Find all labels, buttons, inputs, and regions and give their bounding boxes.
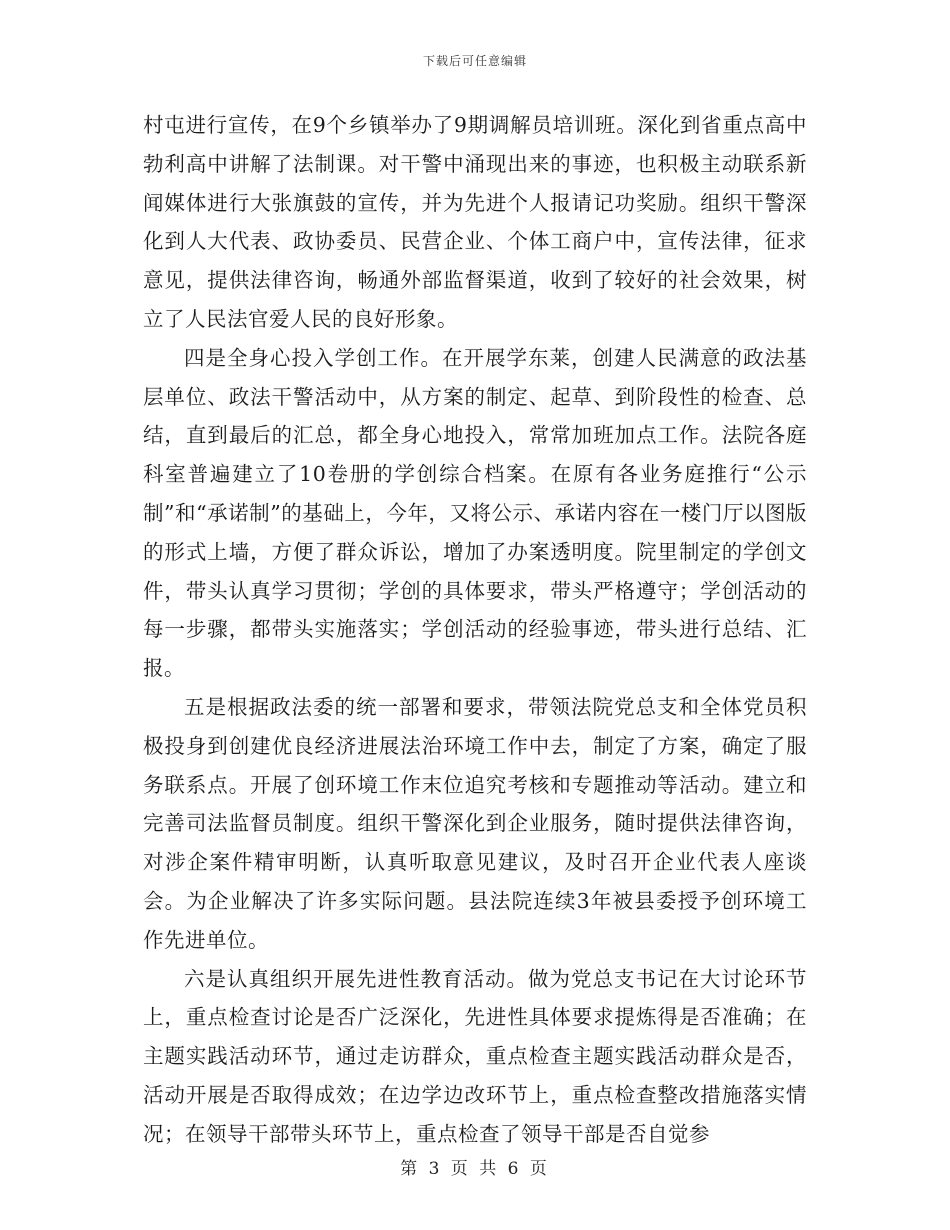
paragraph-4: 四是全身心投入学创工作。在开展学东莱，创建人民满意的政法基层单位、政法干警活动中，从方案的制定、起草、到阶段性的检查、总结，直到最后的汇总，都全身心地投入，常常加班加点工作。法院各庭科室普遍建立了10卷册的学创综合档案。在原有各业务庭推行“公示制”和“承诺制”的基础上，今年，又将公示、承诺内容在一楼门厅以图版的形式上墙，方便了群众诉讼，增加了办案透明度。院里制定的学创文件，带头认真学习贯彻；学创的具体要求，带头严格遵守；学创活动的每一步骤，都带头实施落实；学创活动的经验事迹，带头进行总结、汇报。	[143, 345, 807, 681]
page-header: 下载后可任意编辑	[422, 54, 527, 68]
document-body	[143, 106, 807, 1154]
paragraph-6: 六是认真组织开展先进性教育活动。做为党总支书记在大讨论环节上，重点检查讨论是否广泛深化，先进性具体要求提炼得是否准确；在主题实践活动环节，通过走访群众，重点检查主题实践活动群众是否，活动开展是否取得成效；在边学边改环节上，重点检查整改措施落实情况；在领导干部带头环节上，重点检查了领导干部是否自觉参	[143, 966, 807, 1146]
paragraph-continued: 村屯进行宣传，在9个乡镇举办了9期调解员培训班。深化到省重点高中勃利高中讲解了法制课。对干警中涌现出来的事迹，也积极主动联系新闻媒体进行大张旗鼓的宣传，并为先进个人报请记功奖励。组织干警深化到人大代表、政协委员、民营企业、个体工商户中，宣传法律，征求意见，提供法律咨询，畅通外部监督渠道，收到了较好的社会效果，树立了人民法官爱人民的良好形象。	[143, 113, 807, 331]
page-number: 第 3 页 共 6 页	[400, 1159, 550, 1179]
paragraph-5: 五是根据政法委的统一部署和要求，带领法院党总支和全体党员积极投身到创建优良经济进展法治环境工作中去，制定了方案，确定了服务联系点。开展了创环境工作末位追究考核和专题推动等活动。建立和完善司法监督员制度。组织干警深化到企业服务，随时提供法律咨询，对涉企案件精审明断，认真听取意见建议，及时召开企业代表人座谈会。为企业解决了许多实际问题。县法院连续3年被县委授予创环境工作先进单位。	[143, 694, 807, 952]
